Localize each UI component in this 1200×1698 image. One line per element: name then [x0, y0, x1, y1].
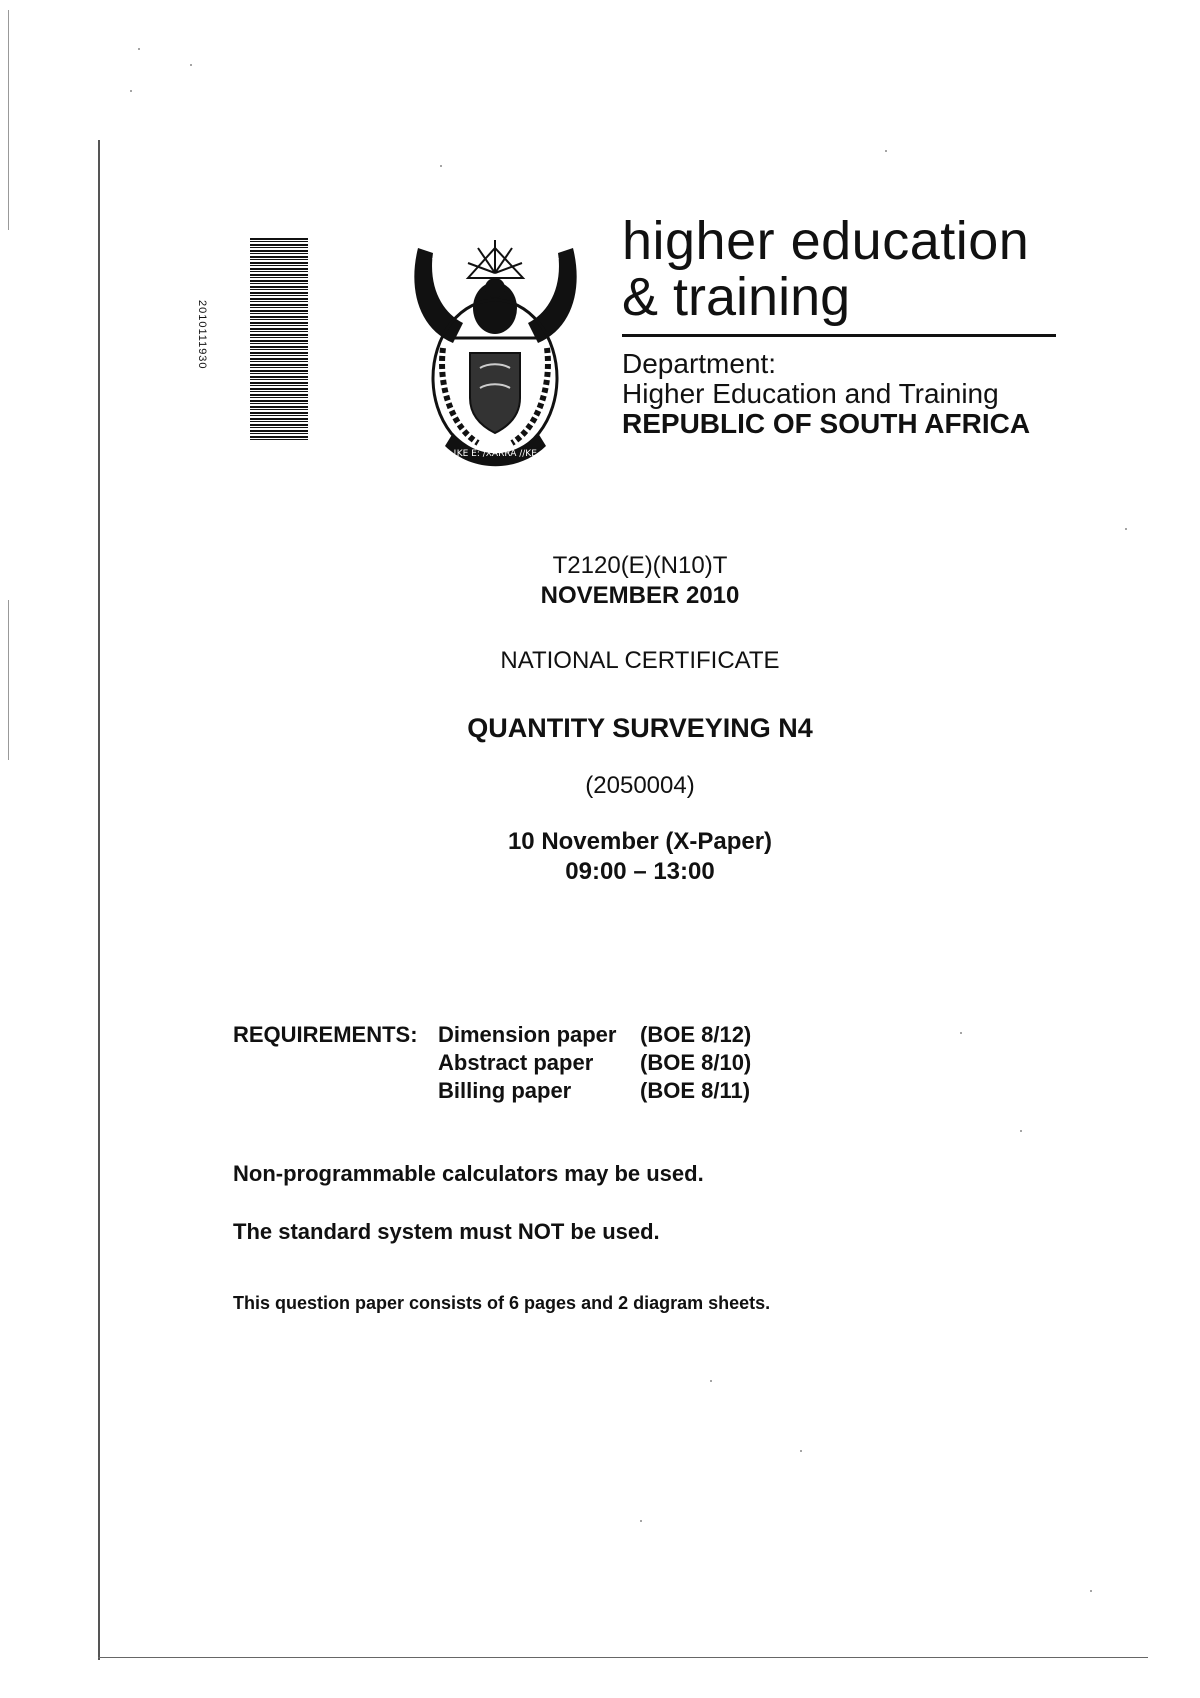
speck [960, 1032, 962, 1034]
certificate-title: NATIONAL CERTIFICATE [500, 647, 780, 674]
speck [800, 1450, 802, 1452]
subject-code: (2050004) [585, 772, 695, 799]
speck [1125, 528, 1127, 530]
page-count-note: This question paper consists of 6 pages and 2 diagram sheets. [233, 1293, 771, 1313]
scan-edge-left-outer [8, 10, 9, 230]
barcode [250, 238, 308, 440]
calculator-note: Non-programmable calculators may be used. [233, 1161, 704, 1186]
requirement-item: Dimension paper [438, 1022, 617, 1047]
department-name: Higher Education and Training [622, 378, 999, 409]
requirements-label: REQUIREMENTS: [233, 1022, 418, 1047]
standard-system-note: The standard system must NOT be used. [233, 1219, 660, 1244]
speck [440, 165, 442, 167]
brand-wordmark-line2: & training [622, 267, 851, 327]
barcode-number: 2010111930 [196, 300, 208, 370]
exam-date: 10 November (X-Paper) [507, 828, 773, 855]
scan-edge-left [98, 140, 100, 1660]
speck [138, 48, 140, 50]
requirement-code: (BOE 8/12) [640, 1022, 752, 1047]
svg-text:!KE E: /XARRA //KE: !KE E: /XARRA //KE [453, 449, 537, 459]
paper-code: T2120(E)(N10)T [552, 552, 728, 579]
department-label: Department: [622, 348, 777, 379]
exam-month: NOVEMBER 2010 [540, 582, 740, 609]
requirement-code: (BOE 8/11) [640, 1078, 751, 1103]
coat-of-arms-icon [408, 228, 583, 468]
speck [710, 1380, 712, 1382]
brand-wordmark-line1: higher education [622, 211, 1030, 271]
speck [130, 90, 132, 92]
brand-divider [622, 334, 1056, 337]
scan-edge-bottom [98, 1657, 1148, 1658]
speck [190, 64, 192, 66]
country-name: REPUBLIC OF SOUTH AFRICA [622, 408, 1031, 439]
requirement-item: Abstract paper [438, 1050, 594, 1075]
exam-time: 09:00 – 13:00 [565, 858, 715, 885]
speck [640, 1520, 642, 1522]
subject-title: QUANTITY SURVEYING N4 [467, 713, 813, 743]
speck [885, 150, 887, 152]
requirement-code: (BOE 8/10) [640, 1050, 752, 1075]
speck [1020, 1130, 1022, 1132]
requirement-item: Billing paper [438, 1078, 572, 1103]
speck [1090, 1590, 1092, 1592]
